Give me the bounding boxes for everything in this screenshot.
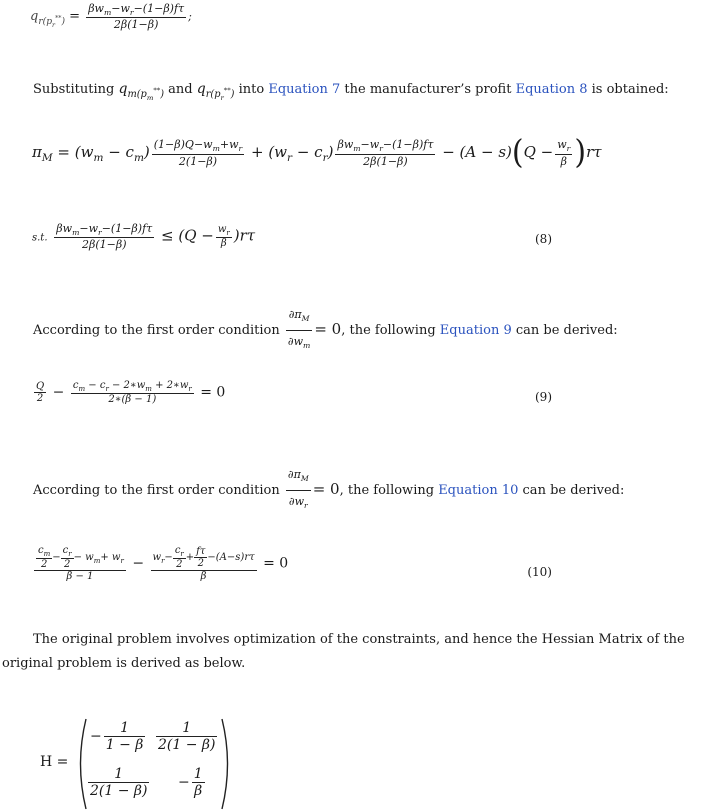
right-paren-icon (220, 718, 234, 810)
equation-qr: $q_{r(p_r^{**})}$ = $\frac{\beta w_m-w_r-(1-\beta)f\tau}{2\beta(1-\beta)}$ ; (30, 2, 192, 32)
link-equation-10[interactable]: Equation 10 (438, 483, 519, 499)
equation-10: $\frac{c_m}{2}$ − $\frac{c_r}{2}$ − $w_m+ w_r$ β − 1 − $w_r-$ $\frac{c_r}{2}$ + $\frac{f\tau}{2}$ −(A−s)rτ β = 0 (32, 545, 672, 582)
link-equation-7[interactable]: Equation 7 (268, 82, 341, 97)
hessian-label: H = (40, 754, 69, 770)
equation-number-10: (10) (527, 565, 552, 579)
hessian-matrix (40, 718, 300, 810)
hessian-cell-21: $\frac{1}{2(1 - \beta)}$ (90, 766, 148, 799)
hessian-cell-22: − $\frac{1}{\beta}$ (178, 766, 203, 799)
qr-lhs: $q_{r(p_r^{**})}$ (30, 9, 66, 29)
paragraph-first-order-wr: According to the first order condition $\frac{\partial\pi_M}{\partial w_r}$ = 0, the following Equation 10 can be derived: (33, 464, 693, 517)
equation-number-8: (8) (535, 232, 552, 246)
qr-fraction: $\frac{\beta w_m-w_r-(1-\beta)f\tau}{2\beta(1-\beta)}$ (88, 2, 185, 32)
equation-8: s.t. $\frac{\beta w_m-w_r-(1-\beta)f\tau}{2\beta(1-\beta)}$ ≤ (Q − $\frac{w_r}{\beta}$ )rτ (32, 222, 256, 252)
paragraph-substituting: Substituting $q_{m(p_m^{**})}$ and $q_{r(p_r^{**})}$ into Equation 7 the manufacturer’s profit Equation 8 is obtained: (33, 81, 669, 102)
paragraph-first-order-wm: According to the first order condition $\frac{\partial\pi_M}{\partial w_m}$ = 0, the following Equation 9 can be derived: (33, 304, 693, 357)
link-equation-8[interactable]: Equation 8 (515, 82, 588, 97)
hessian-cell-11: − $\frac{1}{1 - \beta}$ (90, 720, 144, 753)
paragraph-hessian: The original problem involves optimization of the constraints, and hence the Hessian Matrix of the original problem is derived as below. (2, 632, 685, 671)
equation-profit: $\pi_M = (w_m - c_m)$ $\frac{(1-\beta)Q-w_m+w_r}{2(1-\beta)}$ + $(w_r - c_r)$ $\frac{\beta w_m-w_r-(1-\beta)f\tau}{2\beta(1-\beta)}$ − (A − s)(Q − $\frac{w_r}{\beta}$ )rτ (32, 133, 602, 172)
equation-9: $\frac{Q}{2}$ − $\frac{c_m - c_r - 2∗w_m + 2∗w_r}{2∗(\beta - 1)}$ = 0 (36, 380, 226, 405)
link-equation-9[interactable]: Equation 9 (439, 323, 512, 339)
equation-number-9: (9) (535, 390, 552, 404)
hessian-cell-12: $\frac{1}{2(1 - \beta)}$ (158, 720, 216, 753)
